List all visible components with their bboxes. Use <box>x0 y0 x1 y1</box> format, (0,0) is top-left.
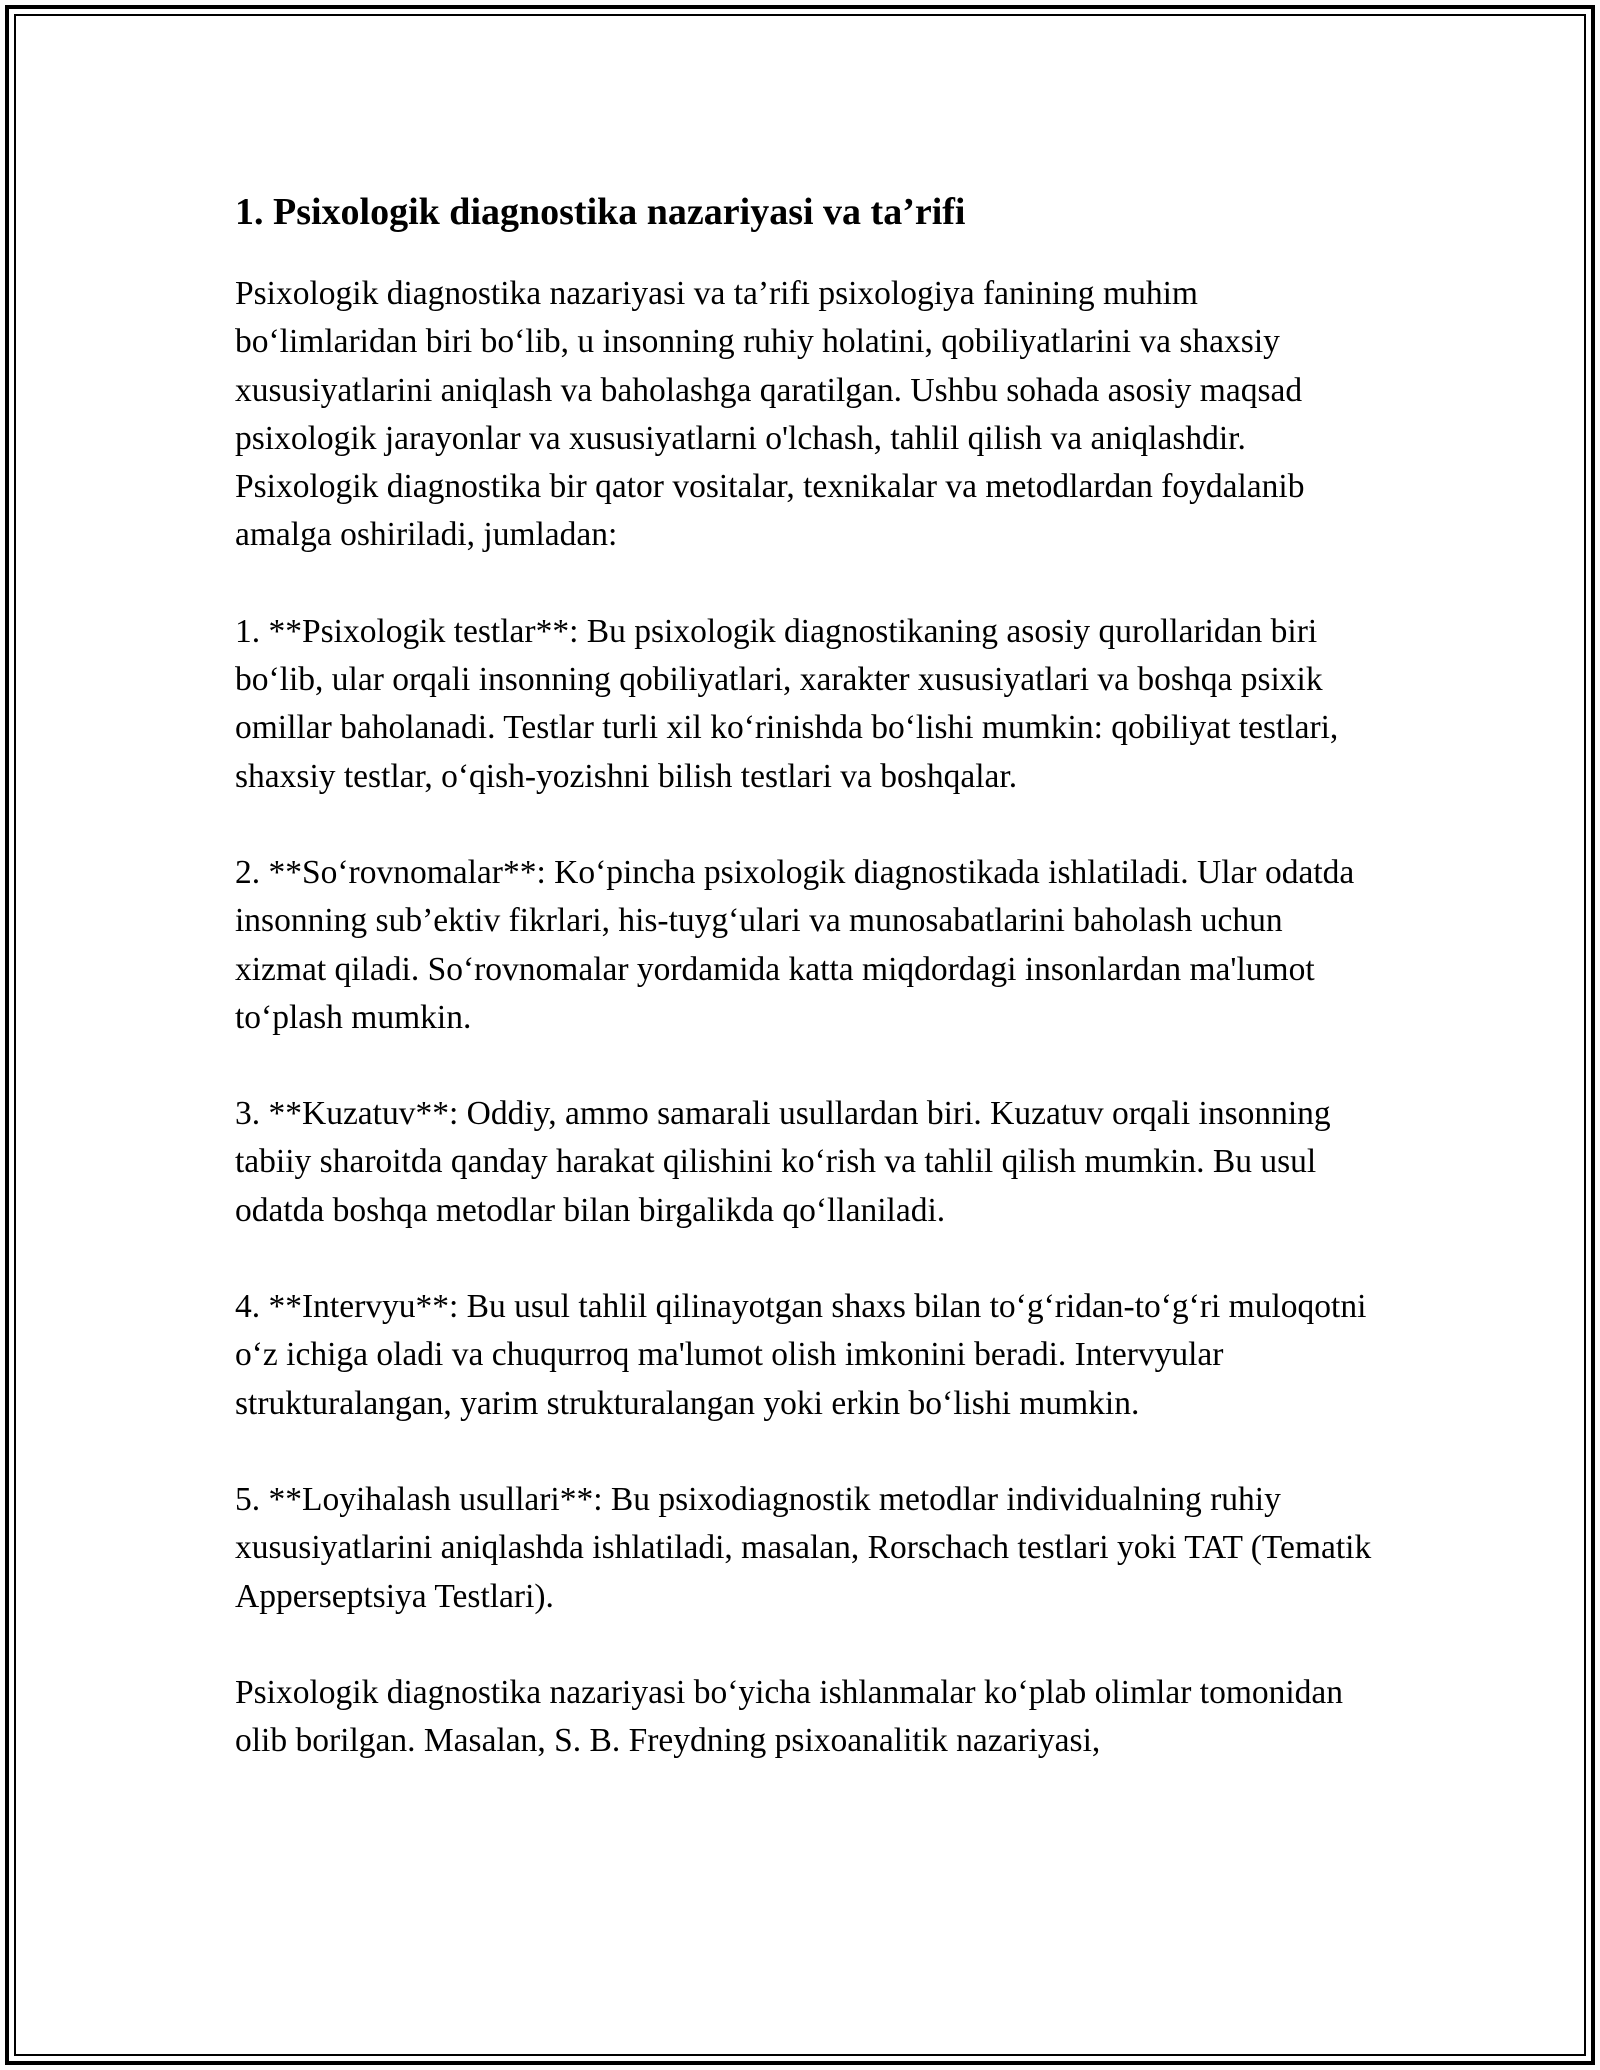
section-heading: 1. Psixologik diagnostika nazariyasi va ta’rifi <box>235 191 966 233</box>
list-item-surveys: 2. **So‘rovnomalar**: Ko‘pincha psixologik diagnostikada ishlatiladi. Ular odatda insonning sub’ektiv fikrlari, his-tuyg‘ulari va munosabatlarini baholash uchun xizmat qiladi. So‘rovnomalar yordamida katta miqdordagi insonlardan ma'lumot to‘plash mumkin. <box>235 853 1355 1036</box>
document-body <box>235 184 1375 1813</box>
list-item-projective-methods: 5. **Loyihalash usullari**: Bu psixodiagnostik metodlar individualning ruhiy xususiyatlarini aniqlashda ishlatiladi, masalan, Rorschach testlari yoki TAT (Tematik Apperseptsiya Testlari). <box>235 1480 1372 1615</box>
intro-paragraph: Psixologik diagnostika nazariyasi va ta’rifi psixologiya fanining muhim bo‘limlaridan biri bo‘lib, u insonning ruhiy holatini, qobiliyatlarini va shaxsiy xususiyatlarini aniqlash va baholashga qaratilgan. Ushbu sohada asosiy maqsad psixologik jarayonlar va xususiyatlarni o'lchash, tahlil qilish va aniqlashdir. Psixologik diagnostika bir qator vositalar, texnikalar va metodlardan foydalanib amalga oshiriladi, jumladan: <box>235 275 1305 554</box>
list-item-psychological-tests: 1. **Psixologik testlar**: Bu psixologik diagnostikaning asosiy qurollaridan biri bo‘lib, ular orqali insonning qobiliyatlari, xarakter xususiyatlari va boshqa psixik omillar baholanadi. Testlar turli xil ko‘rinishda bo‘lishi mumkin: qobiliyat testlari, shaxsiy testlar, o‘qish-yozishni bilish testlari va boshqalar. <box>235 612 1339 795</box>
list-item-interview: 4. **Intervyu**: Bu usul tahlil qilinayotgan shaxs bilan to‘g‘ridan-to‘g‘ri muloqotni o‘z ichiga oladi va chuqurroq ma'lumot olish imkonini beradi. Intervyular strukturalangan, yarim strukturalangan yoki erkin bo‘lishi mumkin. <box>235 1288 1367 1422</box>
closing-paragraph: Psixologik diagnostika nazariyasi bo‘yicha ishlanmalar ko‘plab olimlar tomonidan olib borilgan. Masalan, S. B. Freydning psixoanalitik nazariyasi, <box>235 1673 1344 1760</box>
list-item-observation: 3. **Kuzatuv**: Oddiy, ammo samarali usullardan biri. Kuzatuv orqali insonning tabiiy sharoitda qanday harakat qilishini ko‘rish va tahlil qilish mumkin. Bu usul odatda boshqa metodlar bilan birgalikda qo‘llaniladi. <box>235 1095 1331 1229</box>
